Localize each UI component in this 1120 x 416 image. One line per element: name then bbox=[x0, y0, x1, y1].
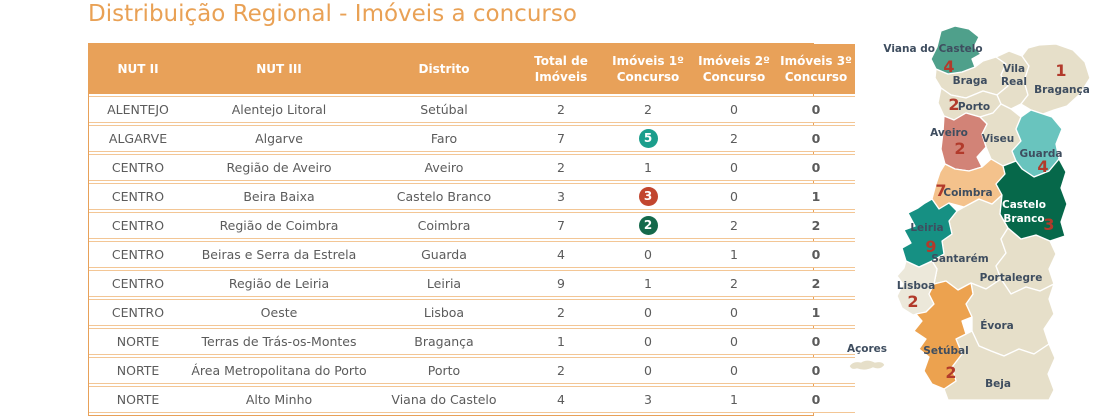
table-row bbox=[89, 154, 855, 181]
cell-total: 3 bbox=[517, 183, 605, 210]
table-row bbox=[89, 241, 855, 268]
cell-total: 7 bbox=[517, 125, 605, 152]
column-header-nut3: NUT III bbox=[187, 44, 371, 94]
cell-nut2: ALENTEJO bbox=[89, 96, 187, 123]
table-row bbox=[89, 96, 855, 123]
number-coimbra: 7 bbox=[935, 181, 947, 200]
table-row bbox=[89, 357, 855, 384]
cell-c2: 2 bbox=[691, 212, 777, 239]
cell-c2: 2 bbox=[691, 270, 777, 297]
label-aveiro: Aveiro bbox=[930, 127, 968, 139]
cell-distrito: Lisboa bbox=[371, 299, 517, 326]
label-vilareal: Vila bbox=[1002, 63, 1026, 75]
cell-c2: 1 bbox=[691, 241, 777, 268]
cell-c1: 1 bbox=[605, 154, 691, 181]
cell-distrito: Castelo Branco bbox=[371, 183, 517, 210]
cell-total: 4 bbox=[517, 386, 605, 413]
cell-total: 4 bbox=[517, 241, 605, 268]
cell-c3: 1 bbox=[777, 183, 855, 210]
concurso1-badge-red: 3 bbox=[639, 187, 658, 206]
cell-nut3: Algarve bbox=[187, 125, 371, 152]
label-castelobranco: Castelo bbox=[1002, 199, 1046, 211]
table-body bbox=[89, 96, 855, 413]
cell-c3: 0 bbox=[777, 154, 855, 181]
cell-c1 bbox=[605, 212, 691, 239]
cell-c1: 0 bbox=[605, 357, 691, 384]
cell-c1: 0 bbox=[605, 241, 691, 268]
cell-nut3: Região de Coimbra bbox=[187, 212, 371, 239]
concurso1-badge-green: 2 bbox=[639, 216, 658, 235]
cell-c3: 0 bbox=[777, 241, 855, 268]
label-santarem: Santarém bbox=[931, 253, 989, 265]
label-braga: Braga bbox=[952, 75, 988, 87]
number-castelobranco: 3 bbox=[1043, 215, 1055, 234]
column-header-c3: Imóveis 3º Concurso bbox=[777, 44, 855, 94]
cell-c3: 0 bbox=[777, 96, 855, 123]
label-setubal: Setúbal bbox=[923, 345, 969, 357]
concurso1-badge-teal: 5 bbox=[639, 129, 658, 148]
cell-c3: 0 bbox=[777, 357, 855, 384]
cell-c2: 0 bbox=[691, 357, 777, 384]
cell-nut2: CENTRO bbox=[89, 154, 187, 181]
label-portalegre: Portalegre bbox=[979, 272, 1043, 284]
number-guarda: 4 bbox=[1037, 157, 1049, 176]
number-leiria: 9 bbox=[925, 237, 937, 256]
cell-c3: 1 bbox=[777, 299, 855, 326]
cell-c3: 2 bbox=[777, 212, 855, 239]
cell-nut2: CENTRO bbox=[89, 183, 187, 210]
cell-c1 bbox=[605, 183, 691, 210]
number-viana: 4 bbox=[943, 57, 955, 76]
label-lisboa: Lisboa bbox=[896, 280, 936, 292]
cell-c1 bbox=[605, 125, 691, 152]
cell-total: 2 bbox=[517, 96, 605, 123]
table-header-row bbox=[89, 44, 855, 94]
cell-total: 2 bbox=[517, 154, 605, 181]
imoveis-table bbox=[89, 42, 855, 415]
page-title: Distribuição Regional - Imóveis a concurso bbox=[88, 1, 577, 27]
cell-c2: 0 bbox=[691, 299, 777, 326]
label-evora: Évora bbox=[980, 320, 1014, 332]
cell-distrito: Faro bbox=[371, 125, 517, 152]
cell-nut3: Alto Minho bbox=[187, 386, 371, 413]
cell-c3: 0 bbox=[777, 125, 855, 152]
cell-c2: 2 bbox=[691, 125, 777, 152]
cell-nut3: Região de Leiria bbox=[187, 270, 371, 297]
label-castelobranco: Branco bbox=[1003, 213, 1045, 225]
cell-distrito: Aveiro bbox=[371, 154, 517, 181]
cell-c2: 0 bbox=[691, 183, 777, 210]
cell-total: 9 bbox=[517, 270, 605, 297]
cell-c2: 0 bbox=[691, 328, 777, 355]
table-row bbox=[89, 270, 855, 297]
number-braganca: 1 bbox=[1055, 61, 1067, 80]
number-setubal: 2 bbox=[945, 363, 957, 382]
cell-total: 2 bbox=[517, 357, 605, 384]
table-row bbox=[89, 212, 855, 239]
cell-distrito: Coimbra bbox=[371, 212, 517, 239]
cell-c2: 1 bbox=[691, 386, 777, 413]
cell-c3: 2 bbox=[777, 270, 855, 297]
table-row bbox=[89, 183, 855, 210]
column-header-total: Total de Imóveis bbox=[517, 44, 605, 94]
label-acores: Açores bbox=[846, 343, 888, 355]
column-header-c2: Imóveis 2º Concurso bbox=[691, 44, 777, 94]
label-porto: Porto bbox=[957, 101, 991, 113]
table-row bbox=[89, 299, 855, 326]
cell-distrito: Bragança bbox=[371, 328, 517, 355]
cell-distrito: Viana do Castelo bbox=[371, 386, 517, 413]
label-leiria: Leiria bbox=[910, 222, 944, 234]
portugal-districts-map bbox=[845, 0, 1120, 400]
cell-nut2: CENTRO bbox=[89, 212, 187, 239]
label-coimbra: Coimbra bbox=[943, 187, 993, 199]
cell-nut3: Alentejo Litoral bbox=[187, 96, 371, 123]
cell-nut2: CENTRO bbox=[89, 299, 187, 326]
cell-nut2: NORTE bbox=[89, 357, 187, 384]
cell-nut2: ALGARVE bbox=[89, 125, 187, 152]
cell-distrito: Porto bbox=[371, 357, 517, 384]
cell-nut2: NORTE bbox=[89, 328, 187, 355]
table-row bbox=[89, 328, 855, 355]
cell-nut2: CENTRO bbox=[89, 241, 187, 268]
cell-total: 2 bbox=[517, 299, 605, 326]
label-beja: Beja bbox=[985, 378, 1011, 390]
cell-distrito: Setúbal bbox=[371, 96, 517, 123]
column-header-distrito: Distrito bbox=[371, 44, 517, 94]
label-viseu: Viseu bbox=[981, 133, 1015, 145]
column-header-c1: Imóveis 1º Concurso bbox=[605, 44, 691, 94]
cell-c2: 0 bbox=[691, 96, 777, 123]
label-viana: Viana do Castelo bbox=[883, 43, 983, 55]
cell-nut2: NORTE bbox=[89, 386, 187, 413]
cell-c1: 3 bbox=[605, 386, 691, 413]
number-lisboa: 2 bbox=[907, 292, 919, 311]
label-braganca: Bragança bbox=[1034, 84, 1090, 96]
cell-total: 1 bbox=[517, 328, 605, 355]
cell-c1: 1 bbox=[605, 270, 691, 297]
number-aveiro: 2 bbox=[954, 139, 966, 158]
column-header-nut2: NUT II bbox=[89, 44, 187, 94]
cell-nut2: CENTRO bbox=[89, 270, 187, 297]
cell-c3: 0 bbox=[777, 386, 855, 413]
cell-nut3: Beiras e Serra da Estrela bbox=[187, 241, 371, 268]
table-row bbox=[89, 125, 855, 152]
cell-distrito: Guarda bbox=[371, 241, 517, 268]
cell-c1: 2 bbox=[605, 96, 691, 123]
cell-c1: 0 bbox=[605, 328, 691, 355]
table-header bbox=[89, 44, 855, 94]
cell-nut3: Beira Baixa bbox=[187, 183, 371, 210]
regional-distribution-table bbox=[88, 43, 852, 416]
label-guarda: Guarda bbox=[1019, 148, 1063, 160]
cell-c2: 0 bbox=[691, 154, 777, 181]
cell-c3: 0 bbox=[777, 328, 855, 355]
cell-c1: 0 bbox=[605, 299, 691, 326]
cell-total: 7 bbox=[517, 212, 605, 239]
cell-nut3: Terras de Trás-os-Montes bbox=[187, 328, 371, 355]
cell-distrito: Leiria bbox=[371, 270, 517, 297]
cell-nut3: Região de Aveiro bbox=[187, 154, 371, 181]
label-vilareal: Real bbox=[1001, 76, 1027, 88]
cell-nut3: Oeste bbox=[187, 299, 371, 326]
number-porto: 2 bbox=[948, 95, 960, 114]
cell-nut3: Área Metropolitana do Porto bbox=[187, 357, 371, 384]
portugal-map-svg bbox=[845, 0, 1120, 400]
region-acores bbox=[849, 360, 885, 370]
